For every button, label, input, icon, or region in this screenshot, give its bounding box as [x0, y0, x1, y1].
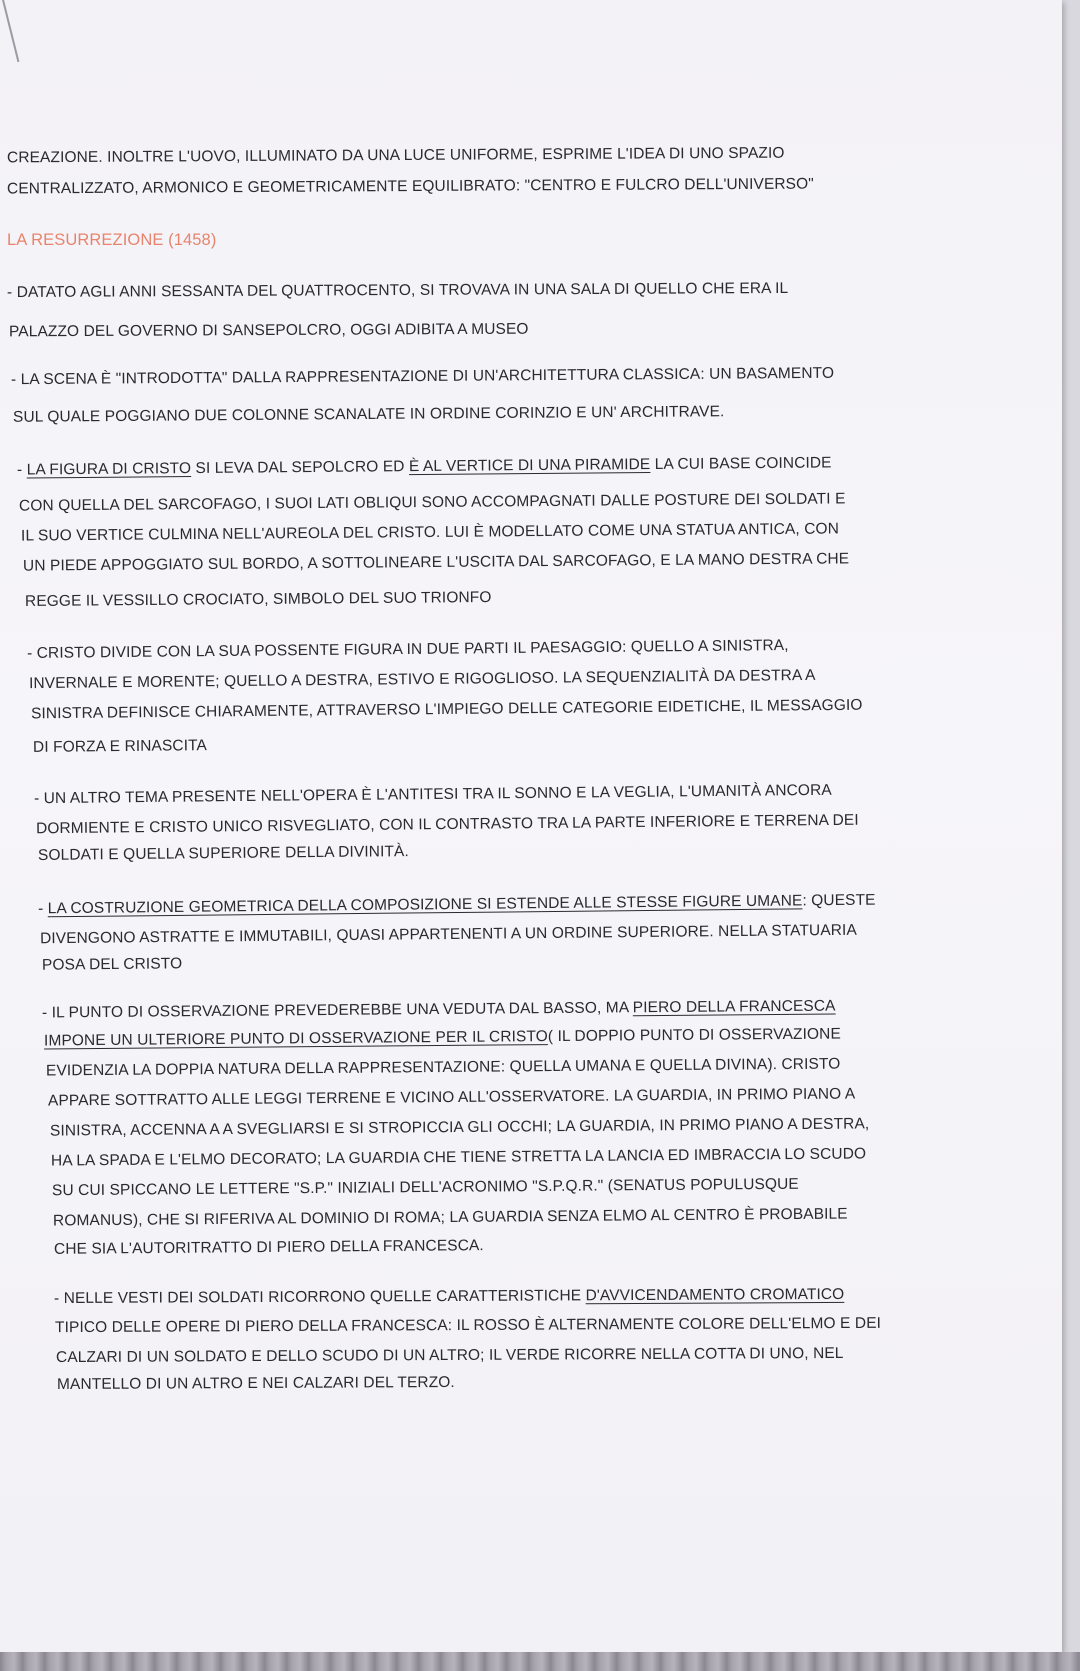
paragraph-line: DORMIENTE E CRISTO UNICO RISVEGLIATO, CON IL CONTRASTO TRA LA PARTE INFERIORE E TERRENA DEI	[35, 811, 859, 838]
paragraph-line: - LA SCENA È "INTRODOTTA" DALLA RAPPRESENTAZIONE DI UN'ARCHITETTURA CLASSICA: UN BASAMENTO	[10, 364, 835, 389]
underlined-text: D'AVVICENDAMENTO CROMATICO	[585, 1285, 845, 1305]
paragraph-line: MANTELLO DI UN ALTRO E NEI CALZARI DEL TERZO.	[56, 1373, 455, 1394]
text-run: -	[16, 461, 27, 479]
intro-line: CENTRALIZZATO, ARMONICO E GEOMETRICAMENTE EQUILIBRATO: "CENTRO E FULCRO DELL'UNIVERSO"	[6, 175, 814, 198]
text-run: SI LEVA DAL SEPOLCRO ED	[191, 458, 410, 478]
paragraph-line: EVIDENZIA LA DOPPIA NATURA DELLA RAPPRESENTAZIONE: QUELLA UMANA E QUELLA DIVINA). CRISTO	[45, 1055, 841, 1080]
text-run: ( IL DOPPIO PUNTO DI OSSERVAZIONE	[547, 1025, 841, 1046]
paragraph-line: POSA DEL CRISTO	[41, 955, 183, 974]
section-title: LA RESURREZIONE (1458)	[7, 231, 217, 249]
underlined-text: LA FIGURA DI CRISTO	[26, 460, 192, 479]
paragraph-line: ROMANUS), CHE SI RIFERIVA AL DOMINIO DI ROMA; LA GUARDIA SENZA ELMO AL CENTRO È PROBABILE	[52, 1205, 848, 1230]
paragraph-line: - UN ALTRO TEMA PRESENTE NELL'OPERA È L'ANTITESI TRA IL SONNO E LA VEGLIA, L'UMANITÀ ANCORA	[33, 781, 832, 808]
paragraph-line	[38, 891, 876, 920]
underlined-text: PIERO DELLA FRANCESCA	[632, 997, 836, 1017]
paragraph-line: DI FORZA E RINASCITA	[32, 737, 208, 756]
text-run: -	[37, 900, 48, 918]
text-run: : QUESTE	[802, 891, 876, 910]
paragraph-line: CON QUELLA DEL SARCOFAGO, I SUOI LATI OBLIQUI SONO ACCOMPAGNATI DALLE POSTURE DEI SOLDATI E	[18, 490, 846, 515]
text-run: - IL PUNTO DI OSSERVAZIONE PREVEDEREBBE UNA VEDUTA DAL BASSO, MA	[41, 999, 633, 1022]
paragraph-line: UN PIEDE APPOGGIATO SUL BORDO, A SOTTOLINEARE L'USCITA DAL SARCOFAGO, E LA MANO DESTRA CHE	[22, 550, 850, 575]
paragraph-line: REGGE IL VESSILLO CROCIATO, SIMBOLO DEL SUO TRIONFO	[24, 588, 492, 611]
paragraph-line: - DATATO AGLI ANNI SESSANTA DEL QUATTROCENTO, SI TROVAVA IN UNA SALA DI QUELLO CHE ERA IL	[6, 279, 789, 302]
paragraph-line: APPARE SOTTRATTO ALLE LEGGI TERRENE E VICINO ALL'OSSERVATORE. LA GUARDIA, IN PRIMO PIANO A	[47, 1085, 856, 1110]
underlined-text: È AL VERTICE DI UNA PIRAMIDE	[408, 456, 651, 476]
paragraph-line: SUL QUALE POGGIANO DUE COLONNE SCANALATE IN ORDINE CORINZIO E UN' ARCHITRAVE.	[12, 403, 725, 426]
paragraph-line	[42, 997, 836, 1024]
paragraph-line: INVERNALE E MORENTE; QUELLO A DESTRA, ESTIVO E RIGOGLIOSO. LA SEQUENZIALITÀ DA DESTRA A	[28, 666, 816, 693]
paragraph-line: CHE SIA L'AUTORITRATTO DI PIERO DELLA FRANCESCA.	[53, 1237, 484, 1258]
paragraph-line: TIPICO DELLE OPERE DI PIERO DELLA FRANCESCA: IL ROSSO È ALTERNAMENTE COLORE DELL'ELMO E DEI	[54, 1314, 882, 1337]
paragraph-line: PALAZZO DEL GOVERNO DI SANSEPOLCRO, OGGI ADIBITA A MUSEO	[8, 320, 529, 341]
paragraph-line: SINISTRA DEFINISCE CHIARAMENTE, ATTRAVERSO L'IMPIEGO DELLE CATEGORIE EIDETICHE, IL MESSAGGIO	[30, 696, 863, 723]
intro-line: CREAZIONE. INOLTRE L'UOVO, ILLUMINATO DA UNA LUCE UNIFORME, ESPRIME L'IDEA DI UNO SPAZIO	[6, 144, 785, 167]
text-run: LA CUI BASE COINCIDE	[650, 454, 832, 474]
paragraph-line: SU CUI SPICCANO LE LETTERE "S.P." INIZIALI DELL'ACRONIMO "S.P.Q.R." (SENATUS POPULUSQUE	[51, 1175, 799, 1200]
table-edge	[0, 1652, 1080, 1671]
paragraph-line: SINISTRA, ACCENNA A A SVEGLIARSI E SI STROPICCIA GLI OCCHI; LA GUARDIA, IN PRIMO PIANO A DESTRA,	[49, 1115, 870, 1140]
underlined-text: IMPONE UN ULTERIORE PUNTO DI OSSERVAZIONE PER IL CRISTO	[43, 1028, 548, 1050]
paragraph-line	[17, 453, 832, 480]
paragraph-line	[44, 1025, 841, 1052]
paragraph-line: IL SUO VERTICE CULMINA NELL'AUREOLA DEL CRISTO. LUI È MODELLATO COME UNA STATUA ANTICA, CON	[20, 520, 840, 545]
paragraph-line: HA LA SPADA E L'ELMO DECORATO; LA GUARDIA CHE TIENE STRETTA LA LANCIA ED IMBRACCIA LO SCUDO	[50, 1145, 867, 1170]
paragraph-line: CALZARI DI UN SOLDATO E DELLO SCUDO DI UN ALTRO; IL VERDE RICORRE NELLA COTTA DI UNO, NEL	[55, 1344, 844, 1367]
paragraph-line: DIVENGONO ASTRATTE E IMMUTABILI, QUASI APPARTENENTI A UN ORDINE SUPERIORE. NELLA STATUARIA	[39, 921, 857, 948]
pen-mark	[2, 0, 19, 62]
paragraph-line: SOLDATI E QUELLA SUPERIORE DELLA DIVINITÀ.	[37, 843, 409, 864]
underlined-text: LA COSTRUZIONE GEOMETRICA DELLA COMPOSIZIONE SI ESTENDE ALLE STESSE FIGURE UMANE	[47, 892, 803, 918]
paragraph-line: - CRISTO DIVIDE CON LA SUA POSSENTE FIGURA IN DUE PARTI IL PAESAGGIO: QUELLO A SINISTRA,	[26, 637, 789, 662]
text-run: - NELLE VESTI DEI SOLDATI RICORRONO QUELLE CARATTERISTICHE	[53, 1287, 586, 1308]
paragraph-line	[54, 1285, 844, 1309]
